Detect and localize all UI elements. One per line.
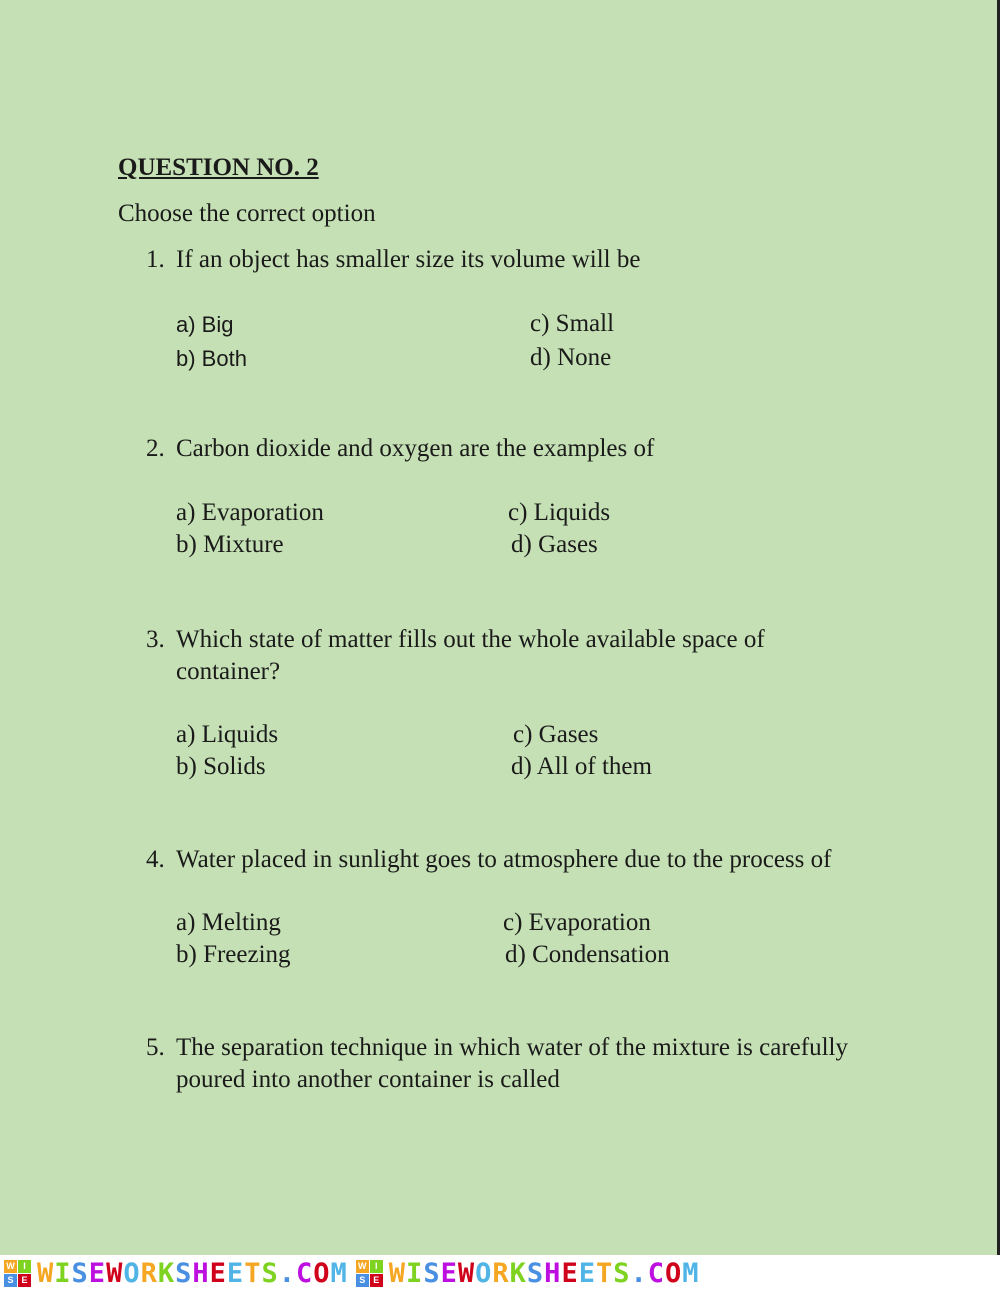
brand-letter: E [88,1257,107,1289]
brand-letter: S [71,1257,89,1289]
option-c[interactable]: c) Gases [513,721,599,748]
brand-letter: T [244,1257,262,1289]
brand-letter: S [261,1257,279,1289]
brand-letter: E [440,1257,458,1289]
brand-letter: W [106,1257,124,1289]
brand-letter: E [226,1257,245,1289]
question-number: 5. [146,1034,165,1061]
brand-letter: O [665,1257,683,1289]
brand-text [389,1258,700,1289]
option-b[interactable]: b) Mixture [176,531,284,558]
brand-letter: O [475,1257,493,1289]
question-text: Water placed in sunlight goes to atmosphere due to the process of [176,846,832,873]
question-number: 3. [146,626,165,653]
instruction-text: Choose the correct option [118,200,376,227]
brand-letter: I [54,1257,72,1289]
question-number: 4. [146,846,165,873]
brand-letter: K [157,1257,176,1289]
brand-letter: S [526,1257,545,1289]
option-a[interactable]: a) Liquids [176,721,279,748]
option-d[interactable]: d) Gases [511,531,598,558]
footer-banner [0,1255,1000,1291]
option-d[interactable]: d) All of them [511,753,652,780]
brand-text [37,1258,348,1289]
option-c[interactable]: c) Liquids [508,499,611,526]
brand-letter: M [330,1257,348,1289]
question-text: Which state of matter fills out the whole available space of container? [176,626,765,685]
question-text: The separation technique in which water of the mixture is carefully poured into another container is called [176,1034,848,1093]
option-b[interactable]: b) Both [176,346,247,371]
brand-letter: O [123,1257,141,1289]
brand-letter: S [423,1257,441,1289]
brand-block [356,1258,700,1289]
option-a[interactable]: a) Big [176,312,234,337]
brand-letter: H [192,1257,210,1289]
option-d[interactable]: d) Condensation [505,941,670,968]
brand-letter: C [647,1257,666,1289]
brand-letter: K [509,1257,527,1289]
brand-letter: C [295,1257,314,1289]
brand-letter: S [175,1257,193,1289]
option-a[interactable]: a) Melting [176,909,281,936]
brand-letter: W [457,1257,476,1289]
brand-letter: R [140,1257,158,1289]
option-a[interactable]: a) Evaporation [176,499,324,526]
brand-letter: W [388,1257,407,1289]
brand-letter: H [544,1257,562,1289]
brand-letter: I [406,1257,424,1289]
brand-block [4,1258,348,1289]
option-c[interactable]: c) Evaporation [503,909,651,936]
question-number: 2. [146,435,165,462]
question-number: 1. [146,246,165,273]
brand-letter: O [313,1257,331,1289]
option-d[interactable]: d) None [530,344,612,371]
option-b[interactable]: b) Solids [176,753,266,780]
question-title: QUESTION NO. 2 [118,154,319,181]
brand-letter: W [37,1257,55,1289]
option-b[interactable]: b) Freezing [176,941,291,968]
brand-letter: E [209,1257,227,1289]
brand-logo-icon: W I S E [356,1260,383,1287]
brand-letter: . [630,1257,648,1289]
option-c[interactable]: c) Small [530,310,615,337]
brand-letter: . [278,1257,296,1289]
brand-letter: M [682,1257,700,1289]
brand-letter: S [613,1257,631,1289]
question-text: If an object has smaller size its volume will be [176,246,641,273]
brand-letter: E [561,1257,579,1289]
brand-letter: R [492,1257,510,1289]
brand-letter: E [578,1257,596,1289]
question-text: Carbon dioxide and oxygen are the examples of [176,435,655,462]
brand-letter: T [595,1257,614,1289]
brand-logo-icon: W I S E [4,1260,31,1287]
